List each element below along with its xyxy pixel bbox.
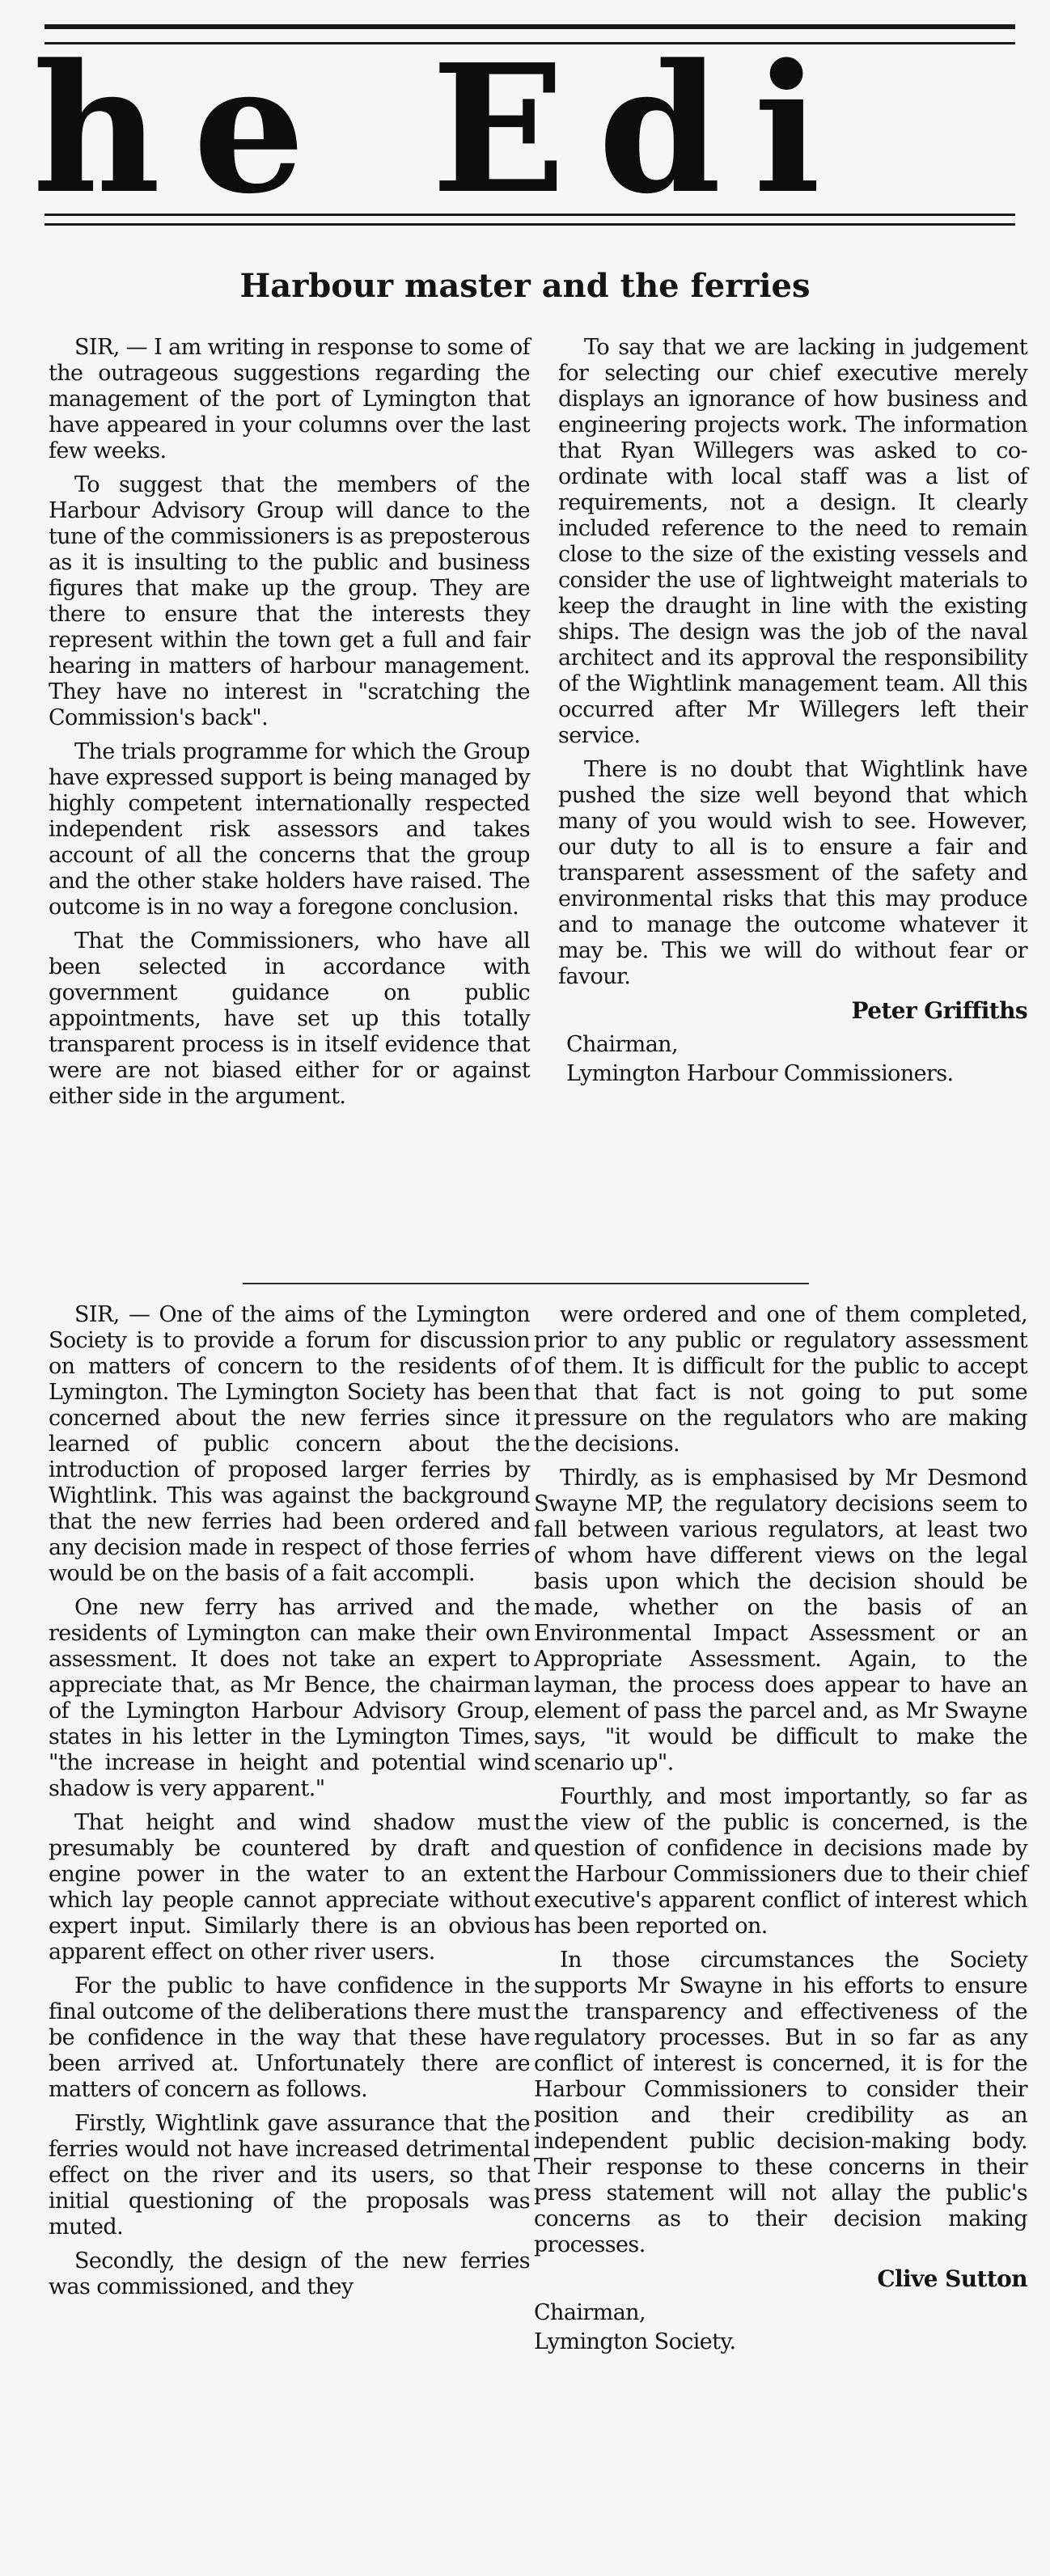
paragraph: Firstly, Wightlink gave assurance that the ferries would not have increased detrimental effect on the river and its users, so that initial questioning of the proposals was muted. bbox=[49, 2111, 530, 2240]
signature-name: Peter Griffiths bbox=[851, 997, 1027, 1024]
paragraph: The trials programme for which the Group have expressed support is being managed by highly competent internationally respected independent risk assessors and takes account of all the concerns that the group and the other stake holders have raised. The outcome is in no way a foregone conclusion. bbox=[49, 739, 530, 920]
paragraph: There is no doubt that Wightlink have pushed the size well beyond that which many of you would wish to see. However, our duty to all is to ensure a fair and transparent assessment of the safety and environmental risks that this may produce and to manage the outcome whatever it may be. This we will do without fear or favour. bbox=[558, 757, 1027, 989]
paragraph: One new ferry has arrived and the residents of Lymington can make their own assessment. It does not take an expert to appreciate that, as Mr Bence, the chairman of the Lymington Harbour Advisory Group, states in his letter in the Lymington Times, "the increase in height and potential wind shadow is very apparent." bbox=[49, 1595, 530, 1801]
masthead-rule-top bbox=[44, 24, 1015, 29]
letter2-column-left bbox=[49, 1302, 530, 2308]
signature-organisation: Lymington Society. bbox=[534, 2329, 736, 2354]
masthead-rule-bottom bbox=[44, 214, 1015, 216]
masthead-title: he Edi bbox=[32, 49, 853, 210]
signature-organisation: Lymington Harbour Commissioners. bbox=[566, 1061, 954, 1086]
article-headline: Harbour master and the ferries bbox=[239, 267, 811, 305]
signature-name: Clive Sutton bbox=[877, 2265, 1027, 2292]
paragraph: Secondly, the design of the new ferries was commissioned, and they bbox=[49, 2248, 530, 2299]
paragraph: To suggest that the members of the Harbour Advisory Group will dance to the tune of the commissioners is as preposterous as it is insulting to the public and business figures that make up the group. They are there to ensure that the interests they represent within the town get a full and fair hearing in matters of harbour management. They have no interest in "scratching the Commission's back". bbox=[49, 472, 530, 730]
letter1-column-left bbox=[49, 335, 530, 1118]
letter1-column-right bbox=[558, 335, 1027, 1090]
letter2-column-right bbox=[534, 1302, 1027, 2358]
paragraph: SIR, — I am writing in response to some of the outrageous suggestions regarding the management of the port of Lymington that have appeared in your columns over the last few weeks. bbox=[49, 335, 530, 463]
paragraph: Fourthly, and most importantly, so far as the view of the public is concerned, is the question of confidence in decisions made by the Harbour Commissioners due to their chief executive's apparent conflict of interest which has been reported on. bbox=[534, 1784, 1027, 1939]
paragraph: To say that we are lacking in judgement for selecting our chief executive merely displays an ignorance of how business and engineering projects work. The information that Ryan Willegers was asked to co-ordinate with local staff was a list of requirements, not a design. It clearly included reference to the need to remain close to the size of the existing vessels and consider the use of lightweight materials to keep the draught in line with the existing ships. The design was the job of the naval architect and its approval the responsibility of the Wightlink management team. All this occurred after Mr Willegers left their service. bbox=[558, 335, 1027, 748]
signature-role: Chairman, bbox=[566, 1032, 678, 1057]
letter-divider bbox=[243, 1283, 809, 1284]
paragraph: SIR, — One of the aims of the Lymington Society is to provide a forum for discussion on matters of concern to the residents of Lymington. The Lymington Society has been concerned about the new ferries since it learned of public concern about the introduction of proposed larger ferries by Wightlink. This was against the background that the new ferries had been ordered and any decision made in respect of those ferries would be on the basis of a fait accompli. bbox=[49, 1302, 530, 1586]
paragraph: In those circumstances the Society supports Mr Swayne in his efforts to ensure the transparency and effectiveness of the regulatory processes. But in so far as any conflict of interest is concerned, it is for the Harbour Commissioners to consider their position and their credibility as an independent public decision-making body. Their response to these concerns in their press statement will not allay the public's concerns as to their decision making processes. bbox=[534, 1948, 1027, 2257]
masthead-rule-top-thin bbox=[44, 42, 1015, 44]
paragraph: Thirdly, as is emphasised by Mr Desmond Swayne MP, the regulatory decisions seem to fall between various regulators, at least two of whom have different views on the legal basis upon which the decision should be made, whether on the basis of an Environmental Impact Assessment or an Appropriate Assessment. Again, to the layman, the process does appear to have an element of pass the parcel and, as Mr Swayne says, "it would be difficult to make the scenario up". bbox=[534, 1466, 1027, 1775]
paragraph: were ordered and one of them completed, prior to any public or regulatory assessment of them. It is difficult for the public to accept that that fact is not going to put some pressure on the regulators who are making the decisions. bbox=[534, 1302, 1027, 1457]
paragraph: For the public to have confidence in the final outcome of the deliberations there must be confidence in the way that these have been arrived at. Unfortunately there are matters of concern as follows. bbox=[49, 1973, 530, 2102]
paragraph: That height and wind shadow must presumably be countered by draft and engine power in the water to an extent which lay people cannot appreciate without expert input. Similarly there is an obvious apparent effect on other river users. bbox=[49, 1810, 530, 1965]
paragraph: That the Commissioners, who have all been selected in accordance with government guidance on public appointments, have set up this totally transparent process is in itself evidence that were are not biased either for or against either side in the argument. bbox=[49, 928, 530, 1109]
signature-role: Chairman, bbox=[534, 2300, 646, 2325]
masthead-rule-bottom-thin bbox=[44, 223, 1015, 226]
